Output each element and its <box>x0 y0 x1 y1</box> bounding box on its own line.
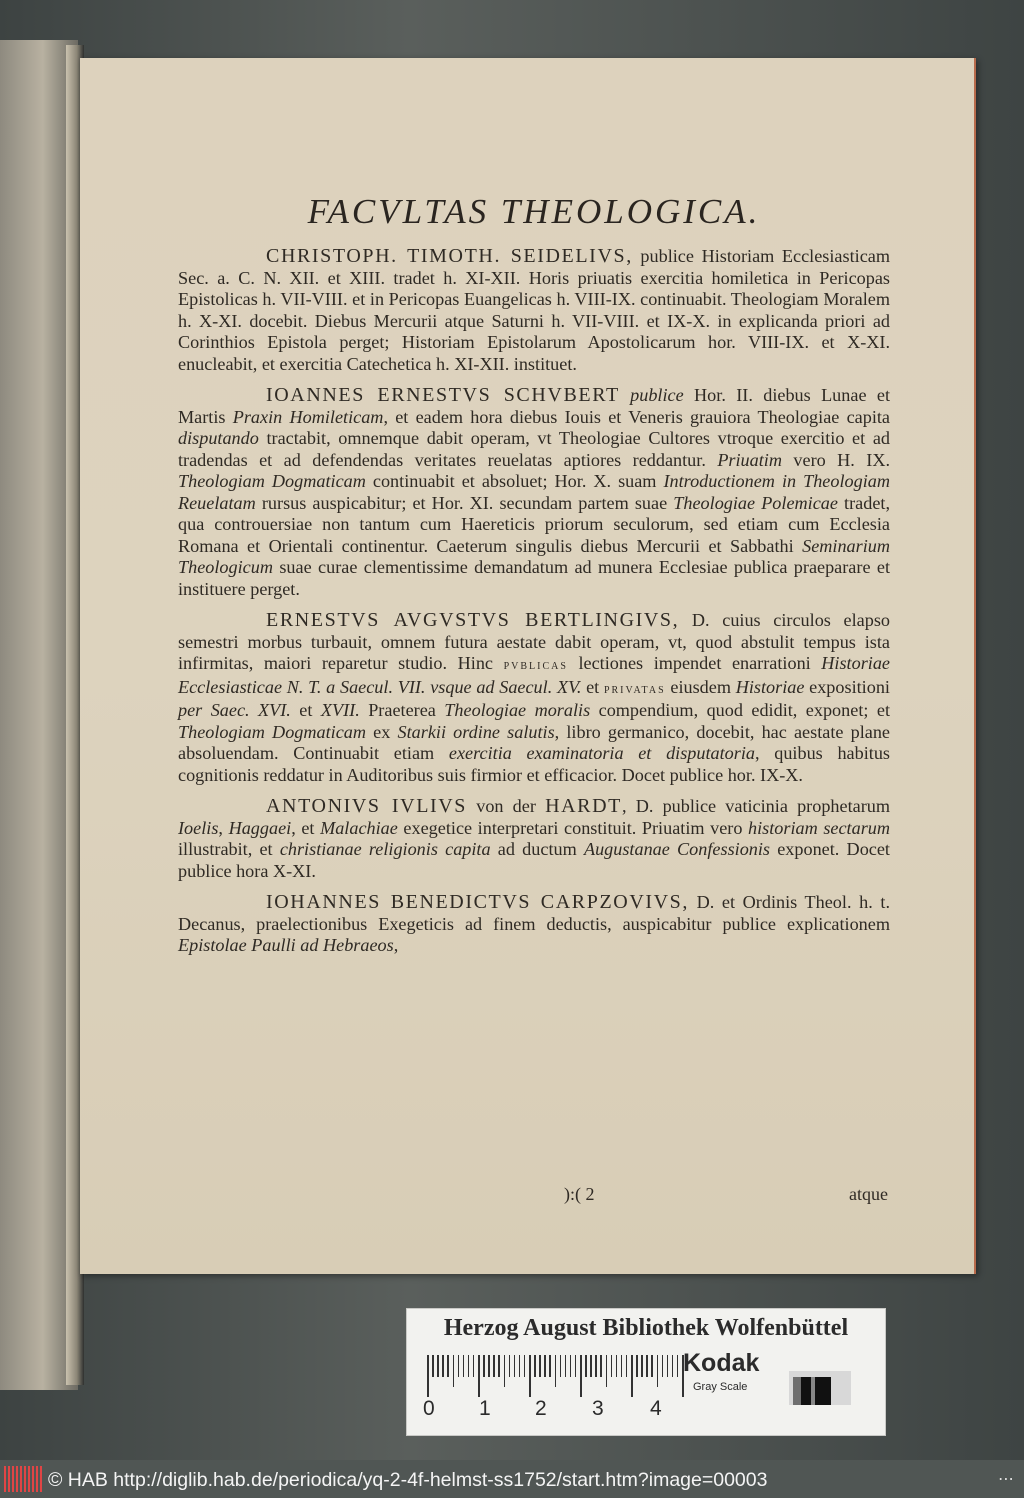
text-segment: tradet, qua controuersiae non tantum cum Haereticis priorum seculorum, sed etiam cum Ecclesia Romana et Orientali continentur. Caeterum singulis diebus Mercurii et Sabbathi <box>178 492 890 556</box>
ruler-tick <box>621 1355 623 1377</box>
scale-number: 1 <box>479 1397 491 1420</box>
logo-stripe <box>36 1466 38 1492</box>
ruler-tick <box>473 1355 475 1377</box>
gray-patch <box>801 1377 811 1405</box>
text-segment: exercitia examinatoria et disputatoria <box>448 743 755 763</box>
text-segment: Historiae <box>735 676 805 697</box>
text-segment: Introductionem in Theologiam Reuelatam <box>178 471 890 513</box>
ruler-tick <box>662 1355 664 1377</box>
ruler-tick <box>447 1355 449 1377</box>
ruler-tick <box>590 1355 592 1377</box>
scale-number: 0 <box>423 1397 435 1420</box>
text-segment: Praxin Homileticam <box>232 406 384 427</box>
text-segment: expositioni <box>804 676 890 697</box>
ruler-tick <box>616 1355 618 1377</box>
calibration-strip <box>406 1308 886 1436</box>
page-title: FACVLTAS THEOLOGICA. <box>307 192 761 231</box>
kodak-brand: Kodak <box>683 1349 760 1377</box>
logo-stripe <box>32 1466 34 1492</box>
text-segment: rursus auspicabitur; et Hor. XI. secundam partem suae <box>255 492 674 513</box>
copyright-url[interactable]: © HAB http://diglib.hab.de/periodica/yq-2-4f-helmst-ss1752/start.htm?image=00003 <box>48 1469 768 1491</box>
ruler-tick <box>427 1355 429 1397</box>
page-footer-line <box>178 1184 888 1208</box>
text-segment: disputando <box>178 428 259 448</box>
logo-stripe <box>28 1466 30 1492</box>
ruler-tick <box>636 1355 638 1377</box>
text-segment: Priuatim <box>717 449 782 470</box>
logo-stripe <box>8 1466 10 1492</box>
text-segment: christianae religionis capita <box>279 839 491 859</box>
text-segment: historiam sectarum <box>748 817 891 838</box>
text-segment: , <box>218 817 229 838</box>
ruler-tick <box>672 1355 674 1377</box>
text-segment: , <box>393 935 399 955</box>
ruler-tick <box>651 1355 653 1377</box>
text-segment: ex <box>366 721 398 742</box>
text-segment: continuabit et absoluet; Hor. X. suam <box>365 471 664 491</box>
ruler-tick <box>631 1355 633 1397</box>
logo-stripe <box>4 1466 6 1492</box>
professor-name: ANTONIVS IVLIVS <box>266 795 468 817</box>
ruler-tick <box>529 1355 531 1397</box>
ruler-tick <box>539 1355 541 1377</box>
text-segment: illustrabit, et <box>178 839 280 859</box>
logo-stripe <box>16 1466 18 1492</box>
hab-logo-icon <box>4 1466 44 1492</box>
text-segment: Haggaei <box>228 817 292 838</box>
ruler-tick <box>493 1355 495 1377</box>
ruler-tick <box>595 1355 597 1377</box>
ruler-tick <box>519 1355 521 1377</box>
professor-name: CHRISTOPH. TIMOTH. SEIDELIVS, <box>266 245 633 267</box>
text-segment: , et eadem hora diebus Iouis et Veneris grauiora Theologiae capita <box>383 406 890 427</box>
text-segment: Augustanae Confessionis <box>583 839 771 859</box>
ruler-tick <box>606 1355 608 1387</box>
text-segment: Theologiam Dogmaticam <box>178 721 367 742</box>
paragraph <box>178 385 890 600</box>
gray-patches <box>789 1371 851 1405</box>
ruler-tick <box>442 1355 444 1377</box>
scale-number: 4 <box>650 1397 662 1420</box>
ruler-tick <box>600 1355 602 1377</box>
text-segment <box>620 385 630 405</box>
text-segment: Epistolae Paulli ad Hebraeos <box>178 935 394 955</box>
text-segment: Theologiae moralis <box>444 700 591 720</box>
text-segment: exponet. Docet publice hora X-XI. <box>178 839 890 881</box>
ruler-tick <box>458 1355 460 1377</box>
text-segment: , quibus habitus cognitionis reddatur in Auditoribus suis firmior et efficacior. Docet publice hor. IX-X. <box>178 743 890 785</box>
professor-name: IOHANNES BENEDICTVS CARPZOVIVS, <box>266 891 689 913</box>
ruler-tick <box>514 1355 516 1377</box>
text-segment: Historiae Ecclesiasticae N. T. a Saecul. VII. vsque ad Saecul. XV. <box>178 653 890 697</box>
ruler-tick <box>641 1355 643 1377</box>
logo-stripe <box>40 1466 42 1492</box>
text-segment: Starkii ordine salutis <box>397 721 555 742</box>
text-segment: eiusdem <box>665 676 736 697</box>
paragraph-list <box>178 246 890 957</box>
gray-patch <box>793 1377 801 1405</box>
gray-patch <box>815 1377 831 1405</box>
ruler-tick <box>509 1355 511 1377</box>
professor-name: ERNESTVS AVGVSTVS BERTLINGIVS, <box>266 609 680 631</box>
paragraph <box>178 246 890 375</box>
text-segment: privatas <box>603 681 666 697</box>
text-segment: Theologiae Polemicae <box>673 492 838 513</box>
paragraph <box>178 892 890 957</box>
catchword: atque <box>849 1184 888 1204</box>
text-segment: exegetice interpretari constituit. Priuatim vero <box>397 817 749 838</box>
text-segment: Malachiae <box>320 817 398 838</box>
ruler-tick <box>468 1355 470 1377</box>
text-segment: , D. publice vaticinia prophetarum <box>621 796 890 816</box>
ruler-tick <box>565 1355 567 1377</box>
ruler-tick <box>646 1355 648 1377</box>
ruler-tick <box>560 1355 562 1377</box>
ruler-tick <box>478 1355 480 1397</box>
text-segment: lectiones impendet enarrationi <box>567 653 822 673</box>
ruler-tick <box>463 1355 465 1377</box>
text-segment: HARDT <box>545 795 622 817</box>
ruler-tick <box>483 1355 485 1377</box>
text-segment: Seminarium Theologicum <box>178 535 890 577</box>
text-segment: , libro germanico, docebit, hac aestate plane absoluendam. Continuabit etiam <box>178 721 890 763</box>
ruler-tick <box>549 1355 551 1377</box>
ruler-tick <box>667 1355 669 1377</box>
library-name: Herzog August Bibliothek Wolfenbüttel <box>443 1315 849 1341</box>
gray-scale-label: Gray Scale <box>693 1381 748 1393</box>
professor-name: IOANNES ERNESTVS SCHVBERT <box>266 384 620 406</box>
ruler-tick <box>498 1355 500 1377</box>
text-segment: et <box>290 700 321 720</box>
ruler-tick <box>677 1355 679 1377</box>
text-segment: publice Historiam Ecclesiasticam Sec. a. C. N. XII. et XIII. tradet h. XI-XII. Horis priuatis exercitia homiletica in Pericopas Epistolicas h. VII-VIII. et in Pericopas Euangelicas h. VIII-IX. continuabit. Theologiam Moralem h. X-XI. docebit. Diebus Mercurii atque Saturni h. VII-VIII. et IX-X. in explicanda priori ad Corinthios Epistola perget; Historiam Epistolarum Apostolicarum hor. VIII-IX. et X-XI. enucleabit, et exercitia Catechetica h. XI-XII. instituet. <box>178 246 890 374</box>
ruler-tick <box>524 1355 526 1377</box>
ruler-tick <box>555 1355 557 1387</box>
text-segment: Theologiam Dogmaticam <box>178 471 366 491</box>
text-segment: D. cuius circulos elapso semestri morbus turbauit, omnem futura aestate dabit operam, vt, quod abstulit tempus ista infirmitas, maiori reparetur studio. Hinc <box>178 610 890 673</box>
text-segment: suae curae clementissime demandatum ad munera Ecclesiae publica praeparare et instituere perget. <box>178 557 890 599</box>
ruler-tick <box>534 1355 536 1377</box>
ruler-tick <box>437 1355 439 1377</box>
text-segment: vero H. IX. <box>781 449 890 470</box>
ruler-tick <box>585 1355 587 1377</box>
logo-stripe <box>20 1466 22 1492</box>
text-segment: tractabit, omnemque dabit operam, vt Theologiae Cultores vtroque exercitio et ad tradendas et ad defendendas veritates reuelatas aptiores reddantur. <box>178 428 890 470</box>
text-segment: von der <box>467 796 546 816</box>
text-segment: Hor. II. diebus Lunae et Martis <box>178 385 890 427</box>
ruler-tick <box>504 1355 506 1387</box>
ruler-tick <box>544 1355 546 1377</box>
text-segment: et <box>581 676 604 697</box>
text-segment: publice <box>630 385 684 405</box>
logo-stripe <box>12 1466 14 1492</box>
text-segment: Ioelis <box>178 817 219 838</box>
scale-ruler <box>421 1355 679 1397</box>
scale-number: 2 <box>535 1397 547 1420</box>
text-segment: D. et Ordinis Theol. h. t. Decanus, praelectionibus Exegeticis ad finem deductis, auspicabitur publice explicationem <box>178 892 890 934</box>
ruler-tick <box>453 1355 455 1387</box>
text-segment: Praeterea <box>359 700 445 720</box>
text-segment: pvblicas <box>503 658 568 673</box>
paragraph <box>178 796 890 882</box>
text-segment: compendium, quod edidit, exponet; et <box>590 700 890 720</box>
text-segment: XVII. <box>320 700 360 720</box>
ruler-tick <box>626 1355 628 1377</box>
signature-mark: ):( 2 <box>564 1184 595 1204</box>
ruler-tick <box>575 1355 577 1377</box>
page-text <box>178 190 890 957</box>
text-segment: per Saec. XVI. <box>178 700 291 720</box>
text-segment: , et <box>291 817 321 838</box>
ruler-tick <box>570 1355 572 1377</box>
logo-stripe <box>24 1466 26 1492</box>
ruler-tick <box>432 1355 434 1377</box>
paragraph <box>178 610 890 786</box>
ruler-tick <box>611 1355 613 1377</box>
ruler-tick <box>488 1355 490 1377</box>
scale-number: 3 <box>592 1397 604 1420</box>
footer-bar <box>0 1460 1024 1498</box>
ruler-tick <box>657 1355 659 1387</box>
text-segment: ad ductum <box>490 839 584 859</box>
ellipsis-icon[interactable]: ⋯ <box>998 1469 1014 1488</box>
ruler-tick <box>580 1355 582 1397</box>
